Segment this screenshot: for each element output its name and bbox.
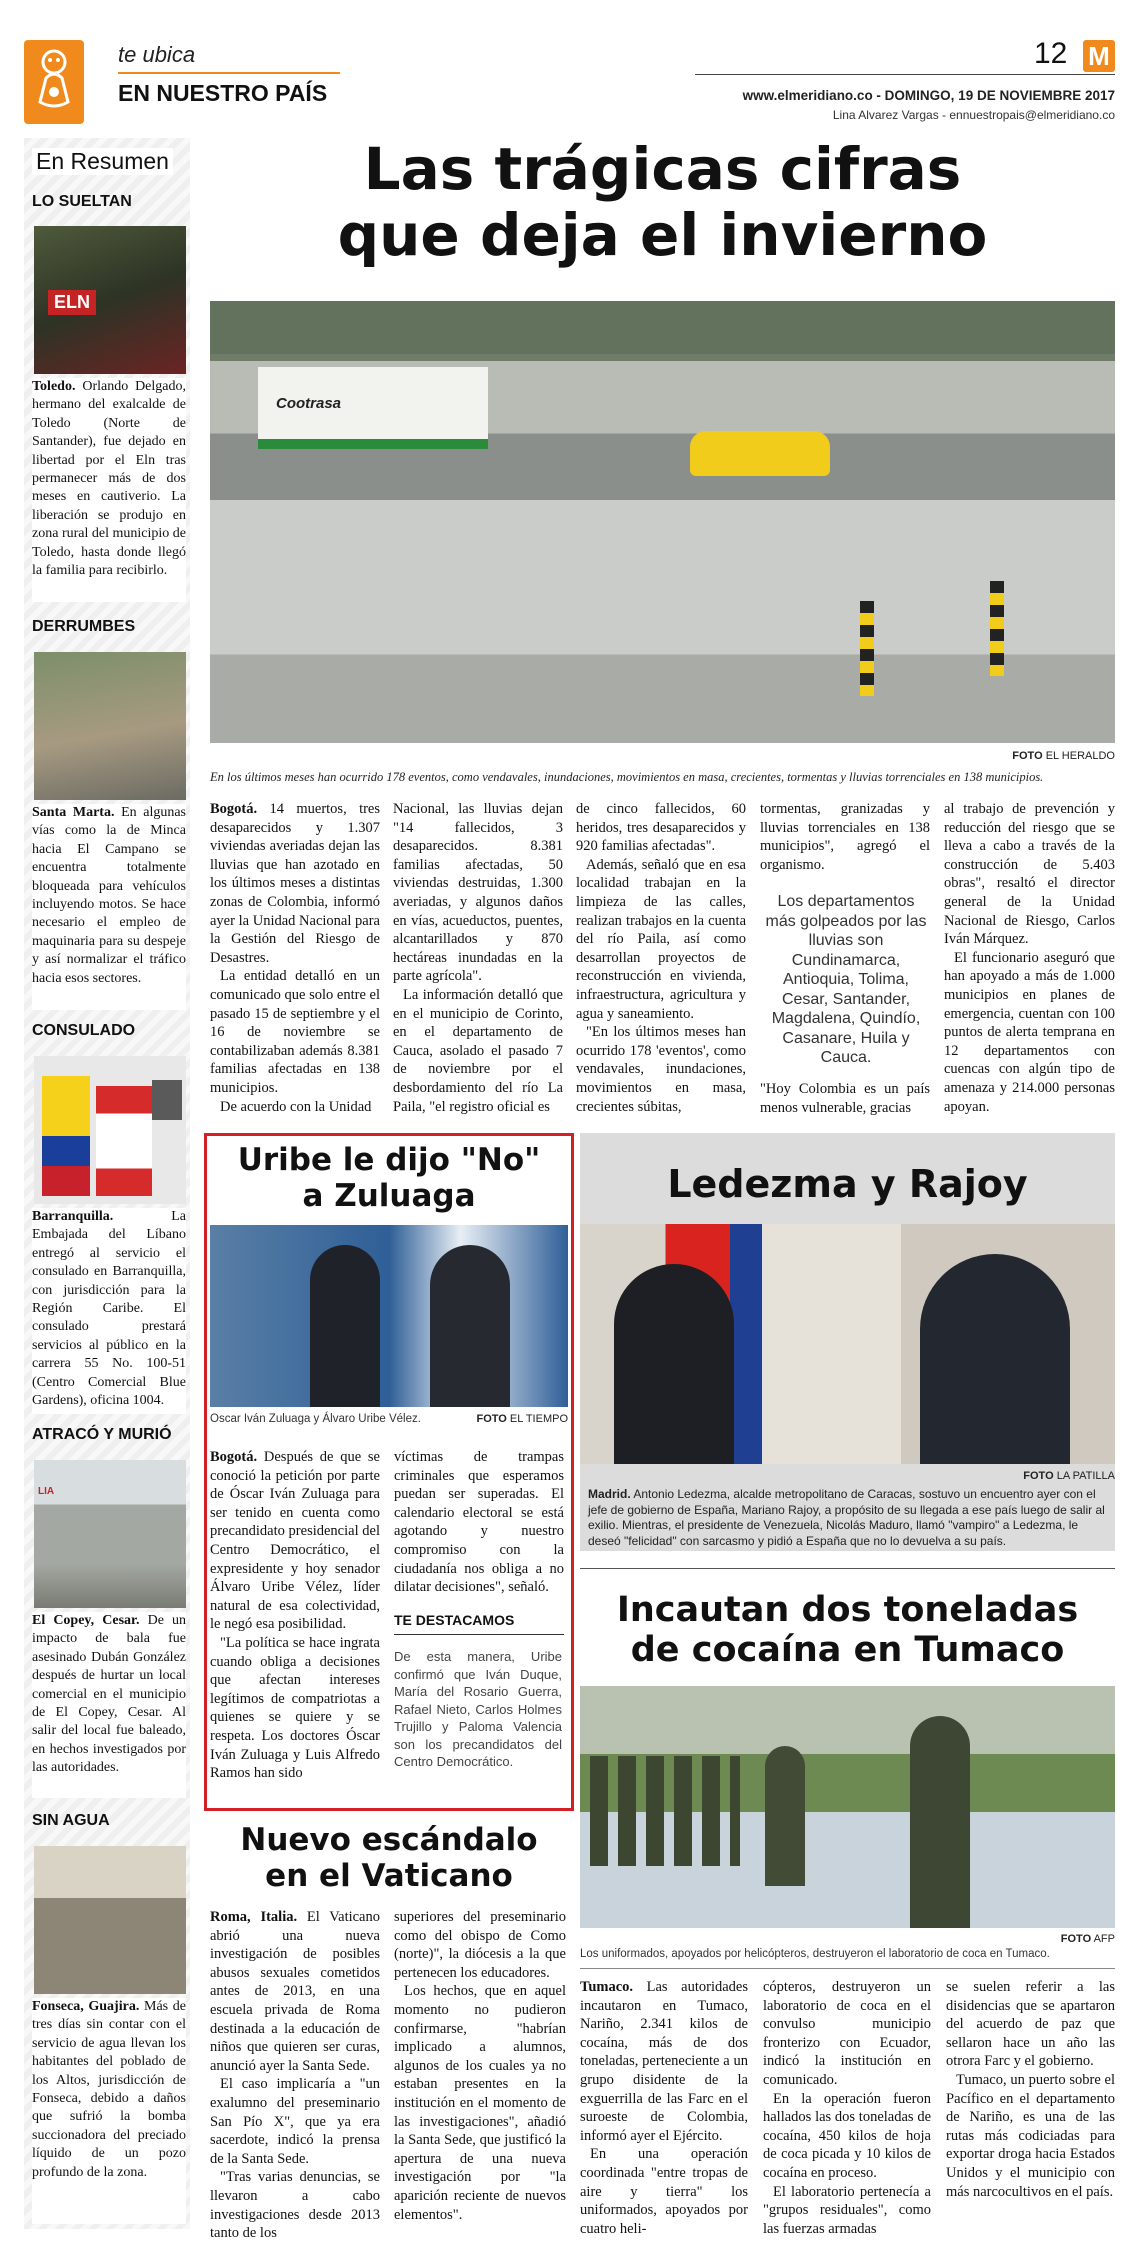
place: Toledo. [32,379,76,394]
ledezma-rajoy-photo [580,1224,1115,1464]
page-number: 12 [1034,37,1068,70]
paragraph: víctimas de trampas criminales que esperamos puedan ser superadas. El calendario electoral se está agotando y nuestro compromiso con la ciudadanía nos obliga a no dilatar decisiones", señaló. [394,1449,564,1596]
box-text: De esta manera, Uribe confirmó que Iván Duque, María del Rosario Guerra, Rafael Nieto, Carlos Holmes Trujillo y Paloma Valencia son los precandidatos del Centro Democrático. [394,1649,562,1769]
eln-photo [34,226,186,374]
dateline: Madrid. [588,1487,631,1501]
headline-line: de cocaína en Tumaco [630,1630,1065,1670]
main-headline [210,136,1115,268]
paragraph: El Vaticano abrió una nueva investigación de posibles abusos sexuales cometidos antes de 2013, en una escuela privada de Roma destinada a la educación de niños que quieren ser curas, anunció ayer la Santa Sede. [210,1909,380,2074]
lebanon-flag [96,1086,152,1196]
photo-credit [900,1470,1115,1482]
photo-credit [900,750,1115,762]
paragraph: Los hechos, que en aquel momento no pudieron confirmarse, "habrían implicado a alumnos, algunos de los cuales ya no estaban presentes en la institución en el momento de las investigaciones", añadió la Santa Sede, que justificó la apertura de una nueva investigación por "la aparición reciente de nuevos elementos". [394,1983,566,2223]
section-logo [24,40,84,124]
dateline: Bogotá. [210,801,258,817]
consulate-photo [34,1056,186,1204]
uribe-zuluaga-photo [210,1225,568,1407]
crime-scene-photo [34,1460,186,1608]
section-rule [118,72,340,74]
paragraph: La entidad detalló en un comunicado que solo entre el pasado 15 de septiembre y el 16 de noviembre se contabilizaban además 8.381 familias afectadas en 138 municipios. [210,968,380,1096]
headline-line: que deja el invierno [337,201,988,269]
place: Barranquilla. [32,1209,114,1224]
bus-label: Cootrasa [276,395,342,412]
header-rule [695,74,1115,75]
story-column [393,800,563,1116]
paragraph: se suelen referir a las disidencias que se apartaron del acuerdo de paz que sellaron hace un año las otrora Farc y el gobierno. [946,1979,1115,2070]
headline-line: Uribe le dijo "No" [237,1142,541,1178]
credit-label: FOTO [1012,750,1043,762]
sidebar-text [32,1208,186,1414]
sidebar-title: En Resumen [32,148,173,175]
author-line: Lina Alvarez Vargas - ennuestropais@elmeridiano.co [832,108,1115,122]
paragraph: El funcionario aseguró que han apoyado a más de 1.000 municipios en planes de emergencia, cuentan con 100 puntos de alerta temprana en 12 departamentos con cuencas con algún tipo de amenaza y 214.000 personas apoyan. [944,949,1115,1115]
dateline: Bogotá. [210,1449,258,1465]
story-column [576,800,746,1116]
headline-line: a Zuluaga [302,1178,476,1214]
story-column [210,800,380,1116]
person-ledezma [614,1264,734,1464]
paragraph: "En los últimos meses han ocurrido 178 'eventos', como vendavales, inundaciones, movimientos en masa, crecientes súbitas, [576,1024,746,1115]
headline-line: Las trágicas cifras [363,135,962,203]
paragraph: El caso implicaría a "un exalumno del preseminario San Pío X", que ya era sacerdote, indicó la prensa de la Santa Sede. [210,2076,380,2167]
box-title: TE DESTACAMOS [394,1612,564,1635]
headline-line: en el Vaticano [265,1858,513,1894]
story-column [763,1978,931,2237]
soldier [910,1716,970,1928]
bus [258,367,488,449]
photo-credit [900,1933,1115,1945]
story-column [944,800,1115,1116]
tree-canopy [210,301,1115,361]
paragraph: La información detalló que en el municipio de Corinto, en el departamento de Cauca, asolado el pasado 7 de noviembre por el desbordamiento del río La Paila, "el registro oficial es [393,986,563,1115]
landslide-photo [34,652,186,800]
person-zuluaga [310,1245,380,1407]
portrait [152,1080,182,1120]
paragraph: Las autoridades incautaron en Tumaco, Nariño, 2.341 kilos de cocaína, más de dos toneladas, perteneciente a un grupo disidente de la exguerrilla de las Farc en el suroeste de Colombia, informó ayer el Ejército. [580,1979,748,2144]
story-column [760,800,930,873]
place: El Copey, Cesar. [32,1613,140,1628]
flood-photo [210,301,1115,743]
sidebar-heading: CONSULADO [32,1022,136,1039]
dateline: Roma, Italia. [210,1909,298,1925]
paragraph: Además, señaló que en esa localidad trabajan en la limpieza de las calles, realizan trabajos en la cuenta del río Paila, así como desarrollan proyectos de reconstrucción en vivienda, infraestructura, agricultura y agua y saneamiento. [576,856,746,1022]
paragraph: En una operación coordinada "entre tropas de aire y tierra" los uniformados, apoyados por cuatro heli- [580,2146,748,2237]
sidebar-body: En algunas vías como la de Minca hacia El Campano se encuentra totalmente bloqueada para vehículos incluyendo motos. Se hace necesario el empleo de maquinaria para su despeje y así normalizar el tráfico hacia esos sectores. [32,805,187,986]
paragraph: De acuerdo con la Unidad [220,1098,372,1115]
sidebar-heading: LO SUELTAN [32,193,132,210]
credit-label: FOTO [1060,1933,1092,1945]
person-uribe [430,1245,510,1407]
headline-line: Incautan dos toneladas [616,1590,1079,1630]
paragraph: cópteros, destruyeron un laboratorio de coca en el convulso municipio fronterizo con Ecuador, indicó la institución en comunicado. [763,1979,931,2088]
sidebar-text [32,1998,186,2224]
soldier-group [590,1756,740,1866]
credit-source: AFP [1093,1933,1115,1945]
story-column [580,1978,748,2237]
photo-caption: En los últimos meses han ocurrido 178 eventos, como vendavales, inundaciones, movimientos en masa, crecientes, tormentas y lluvias torrenciales en 138 municipios. [210,770,1044,784]
headline-line: Nuevo escándalo [240,1822,538,1858]
paragraph: Después de que se conoció la petición por parte de Óscar Iván Zuluaga para ser tenido en cuenta como precandidato presidencial del Centro Democrático, el expresidente y hoy senador Álvaro Uribe Vélez, líder natural de esa colectividad, le negó esa posibilidad. [210,1449,380,1633]
paragraph: "Tras varias denuncias, se llevaron a cabo investigaciones desde 2013 tanto de los [210,2169,380,2242]
pole [990,581,1004,676]
caption-rule [580,1968,1115,1969]
paragraph: 14 muertos, tres desaparecidos y 1.307 viviendas averiadas dejan las lluvias que han azotado en los últimos meses a distintas zonas de Colombia, informó ayer la Unidad Nacional para la Gestión del Riesgo de Desastres. [210,801,381,966]
sidebar-body: Orlando Delgado, hermano del exalcalde de Toledo (Norte de Santander), fue dejado en libertad por el Eln tras permanecer más de dos meses en cautiverio. La liberación se produjo en zona rural del municipio de Toledo, hasta donde llegó la familia para recibirlo. [32,379,186,579]
ledezma-headline: Ledezma y Rajoy [667,1162,1028,1206]
sidebar-text [32,378,186,602]
story-column [210,1448,380,1800]
story-column [394,1448,564,1600]
sidebar-heading: ATRACÓ Y MURIÓ [32,1426,172,1443]
sidebar-body: Más de tres días sin contar con el servicio de agua llevan los habitantes del poblado de los Altos, jurisdicción de Fonseca, debido a daños que sufrió la bomba succionadora del preciado líquido de un pozo profundo de la zona. [32,1999,186,2180]
paragraph: El laboratorio pertenecía a "grupos residuales", como las fuerzas armadas [763,2183,931,2237]
water-pump-photo [34,1846,186,1994]
credit-label: FOTO [1023,1470,1054,1482]
vaticano-headline [204,1822,574,1894]
paragraph: al trabajo de prevención y reducción del riesgo que se lleva a cabo a través de la construcción de 5.403 obras", resaltó el director general de la Unidad Nacional de Riesgo, Carlos Iván Márquez. [944,801,1115,948]
story-column [394,1908,566,2226]
sidebar-text [32,804,186,1010]
sidebar-body: De un impacto de bala fue asesinado Dubán González después de hurtar un local comercial en el municipio de El Copey, Cesar. Al salir del local fue baleado, en hechos investigados por las autoridades. [32,1613,186,1776]
paragraph: tormentas, granizadas y lluvias torrenciales en 138 municipios", agregó el organismo. [760,801,930,873]
credit-source: EL TIEMPO [509,1413,568,1425]
paragraph: Nacional, las lluvias dejan "14 fallecidos, 3 desaparecidos. 8.381 familias afectadas, 50 viviendas destruidas, 1.300 averiadas, y algunos daños en vías, acueductos, puentes, alcantarillados y 870 hectáreas inundadas en la parte agrícola". [393,801,563,985]
uribe-headline [210,1142,568,1214]
paragraph: "Hoy Colombia es un país menos vulnerable, gracias [760,1081,930,1116]
sidebar-heading: DERRUMBES [32,618,136,635]
site-date: www.elmeridiano.co - DOMINGO, 19 DE NOVIEMBRE 2017 [742,88,1115,103]
credit-label: FOTO [476,1413,507,1425]
section-divider [580,1568,1115,1569]
soldier [765,1746,805,1886]
pin-mascot-icon [24,40,84,124]
sidebar-text [32,1612,186,1798]
paragraph: Tumaco, un puerto sobre el Pacífico en el departamento de Nariño, es una de las rutas más codiciadas para exportar droga hacia Estados Unidos y el municipio con más narcocultivos en el país. [946,2071,1115,2200]
person-rajoy [920,1254,1070,1464]
paragraph: En la operación fueron hallados las dos toneladas de cocaína, 450 kilos de hoja de coca picada y 10 kilos de cocaína en proceso. [763,2090,931,2181]
sidebar-heading: SIN AGUA [32,1812,110,1829]
credit-source: LA PATILLA [1056,1470,1115,1482]
section-kicker: te ubica [118,42,196,67]
caption-body: Antonio Ledezma, alcalde metropolitano de Caracas, sostuvo un encuentro ayer con el jefe de gobierno de España, Mariano Rajoy, a propósito de su llegada a ese país luego de salir al exilio. Mientras, el presidente de Venezuela, Nicolás Maduro, llamó "vampiro" a Ledezma, le deseó "felicidad" con sarcasmo y pidió a España que no lo devuelva a su país. [588,1487,1105,1548]
eln-flag: ELN [48,290,96,315]
tumaco-soldiers-photo [580,1686,1115,1928]
colombia-flag [42,1076,90,1196]
sidebar-body: La Embajada del Líbano entregó al servicio el consulado en Barranquilla, con jurisdicción para la Región Caribe. El consulado prestará servicios al público en la carrera 55 No. 100-51 (Centro Comercial Blue Gardens), oficina 1004. [32,1209,186,1409]
pull-quote: Los departamentos más golpeados por las lluvias son Cundinamarca, Antioquia, Tolima, Cesar, Santander, Magdalena, Quindío, Casanare, Huila y Cauca. [765,893,927,1066]
section-title: EN NUESTRO PAÍS [118,80,328,106]
photo-credit [440,1413,568,1425]
credit-source: EL HERALDO [1045,750,1115,762]
story-column [760,1080,930,1116]
shop-sign: LIA [38,1486,55,1497]
paragraph: "La política se hace ingrata cuando obliga a decisiones que afectan intereses legítimos de compatriotas a quienes se quiere y se respeta. Los doctores Óscar Iván Zuluaga y Luis Alfredo Ramos han sido [210,1634,380,1782]
story-column [210,1908,380,2242]
story-column [946,1978,1115,2226]
place: Santa Marta. [32,805,115,820]
ledezma-caption [588,1487,1110,1549]
photo-caption: Oscar Iván Zuluaga y Álvaro Uribe Vélez. [210,1413,421,1425]
photo-caption: Los uniformados, apoyados por helicópteros, destruyeron el laboratorio de coca en Tumaco. [580,1948,1050,1960]
dateline: Tumaco. [580,1979,634,1995]
pole [860,601,874,696]
taxi [690,431,830,476]
paragraph: superiores del preseminario como del obispo de Como (norte)", la diócesis a la que pertenecen los educadores. [394,1909,566,1981]
paragraph: de cinco fallecidos, 60 heridos, tres desaparecidos y 920 familias afectadas". [576,801,746,855]
brand-logo: M [1083,40,1115,72]
tumaco-headline [580,1590,1115,1670]
place: Fonseca, Guajira. [32,1999,140,2014]
